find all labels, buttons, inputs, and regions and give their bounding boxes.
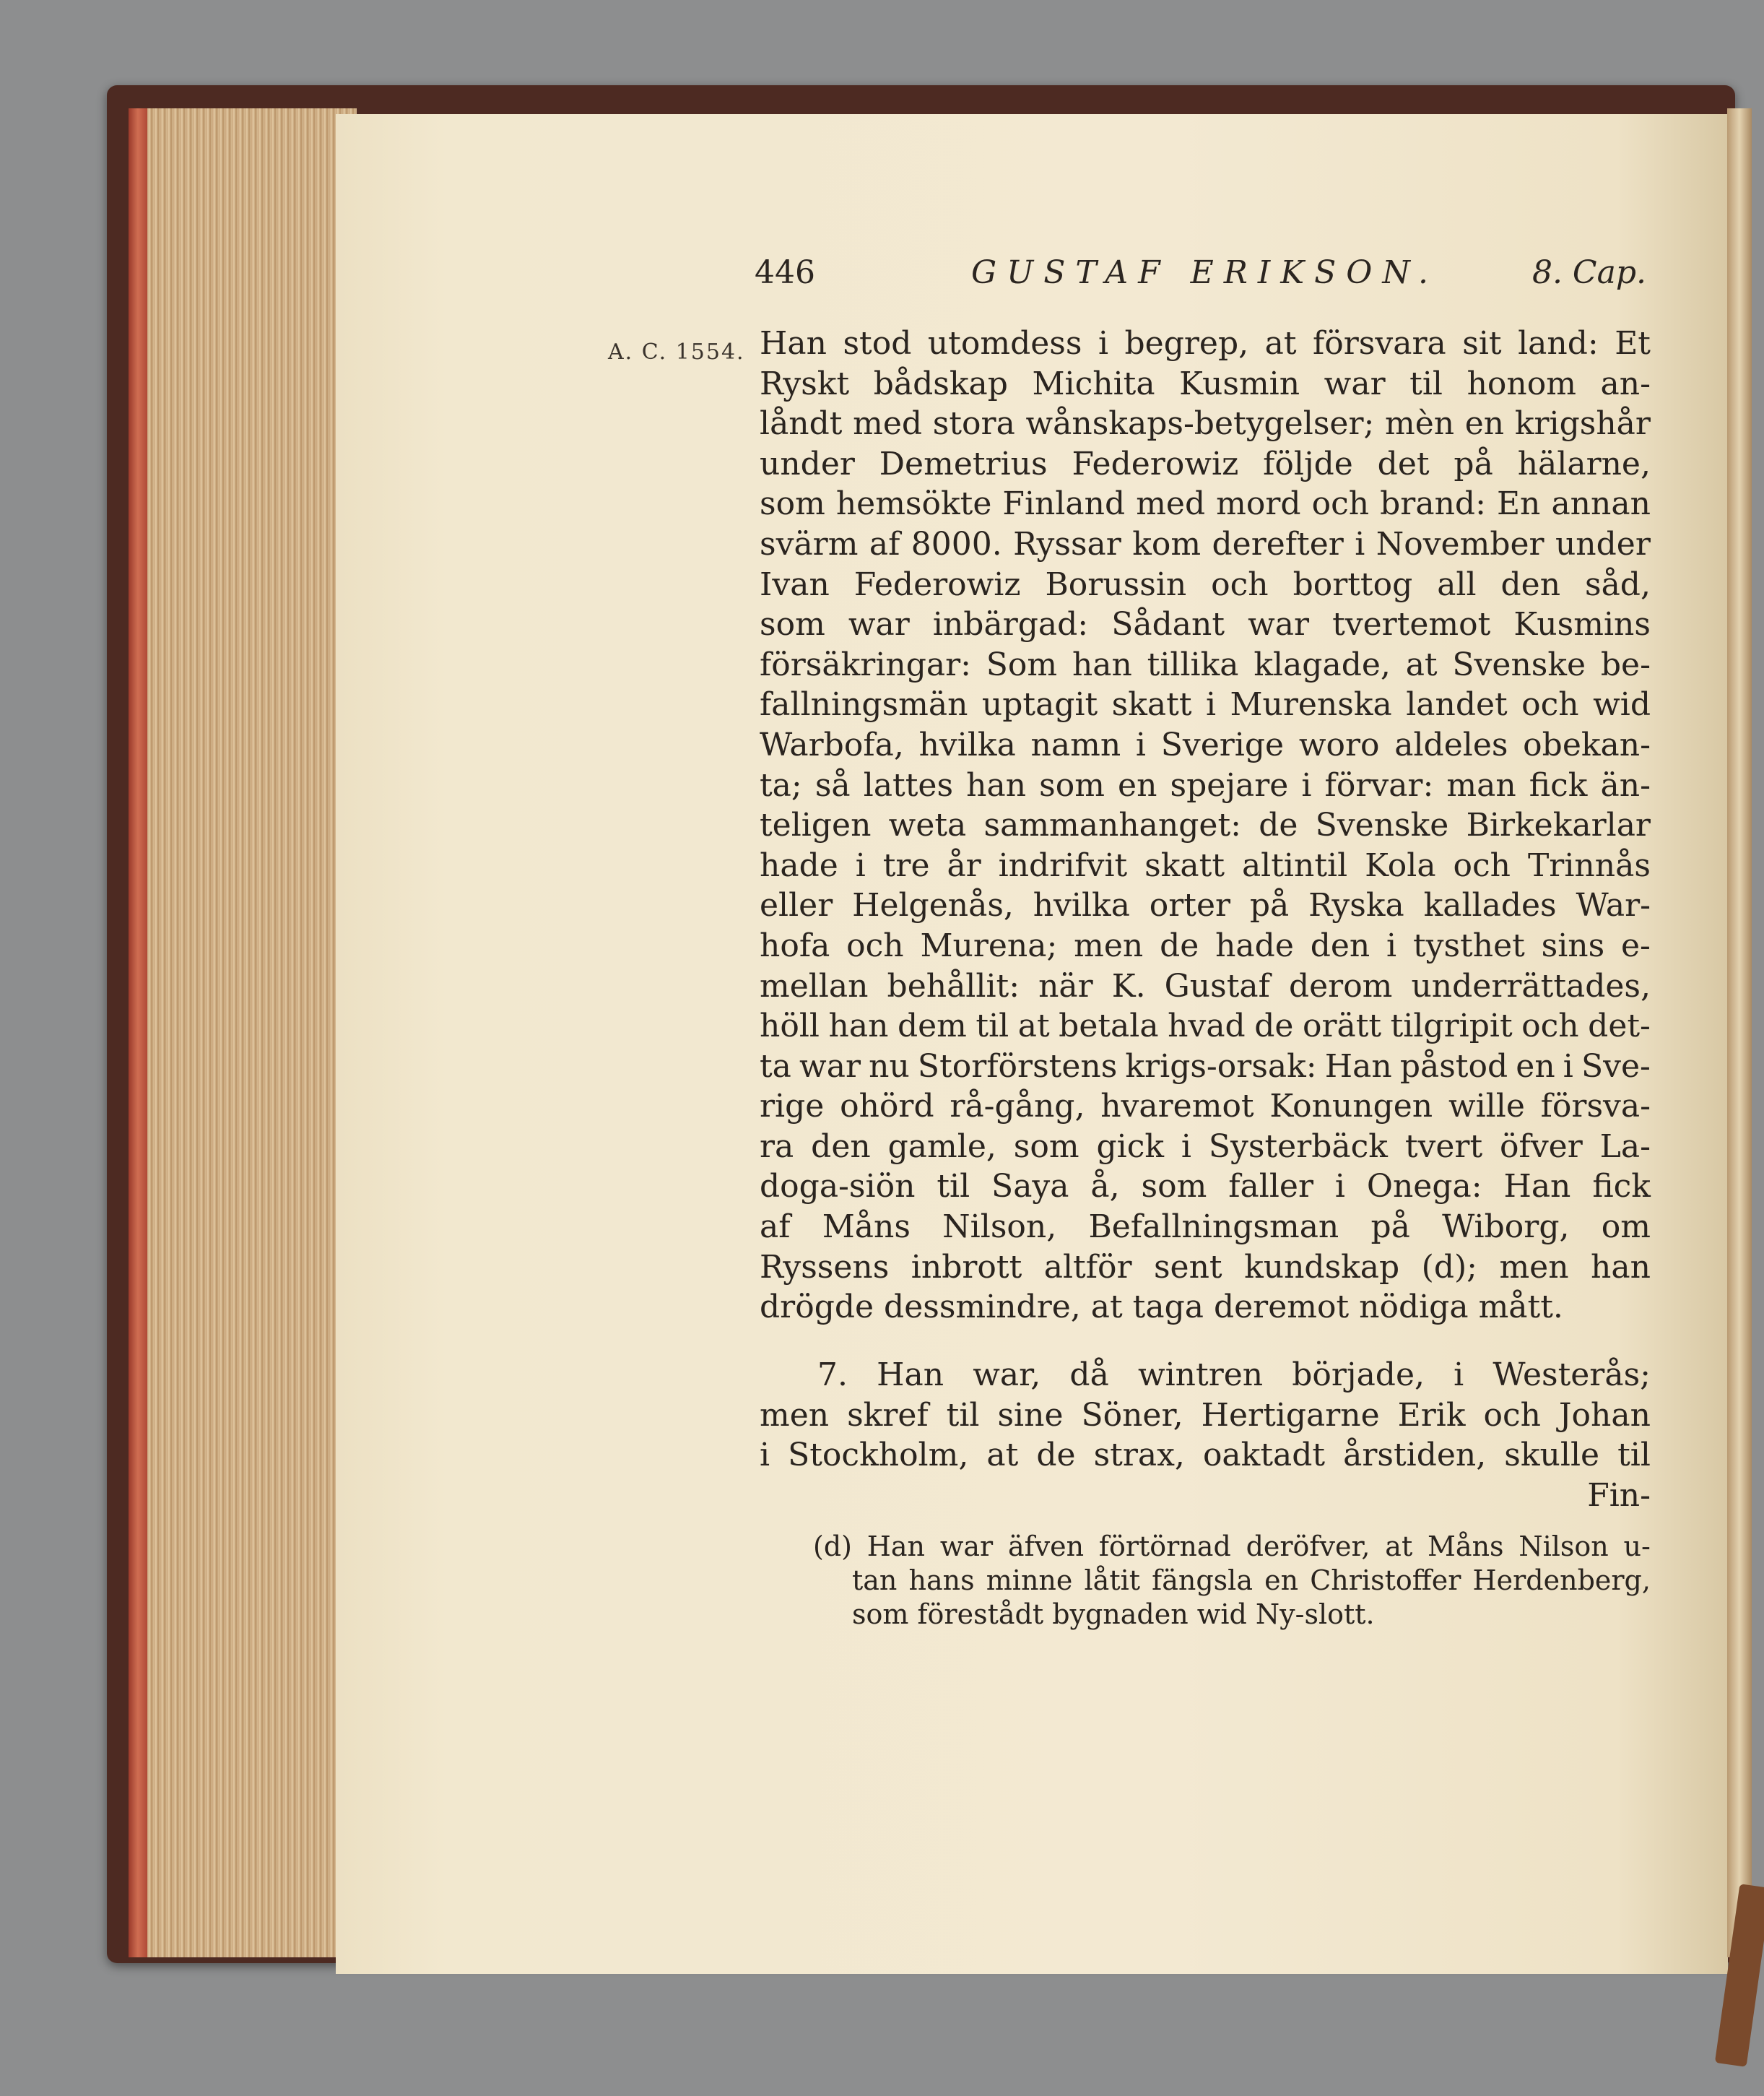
text-line: som hemsökte Finland med mord och brand: En annan (760, 485, 1651, 523)
text-line: höll han dem til at betala hvad de orätt tilgripit och det- (760, 1008, 1651, 1045)
text-line: mellan behållit: när K. Gustaf derom underrättades, (760, 967, 1651, 1005)
footnote (813, 1530, 1651, 1632)
margin-year-note: A. C. 1554. (608, 339, 745, 365)
text-line: försäkringar: Som han tillika klagade, at Svenske be- (760, 646, 1651, 683)
paragraph-1 (760, 324, 1651, 1328)
text-line: Fin- (1587, 1476, 1651, 1514)
text-line: teligen weta sammanhanget: de Svenske Birkekarlar (760, 807, 1651, 844)
page-edges (129, 108, 357, 1957)
running-title: GUSTAF ERIKSON. (971, 254, 1438, 291)
text-line: doga-siön til Saya å, som faller i Onega: Han fick (760, 1168, 1651, 1205)
text-line: men skref til sine Söner, Hertigarne Erik och Johan (760, 1396, 1651, 1434)
text-line: rige ohörd rå-gång, hvaremot Konungen wille försva- (760, 1088, 1651, 1125)
text-line: Ryssens inbrott altför sent kundskap (d); men han (760, 1248, 1651, 1286)
running-head (755, 254, 1646, 298)
text-line: svärm af 8000. Ryssar kom derefter i November under (760, 525, 1651, 563)
text-line: Han stod utomdess i begrep, at försvara sit land: Et (760, 325, 1651, 362)
page-number: 446 (755, 254, 815, 291)
text-line: Ryskt bådskap Michita Kusmin war til honom an- (760, 365, 1651, 402)
text-line: ta war nu Storförstens krigs-orsak: Han påstod en i Sve- (760, 1047, 1651, 1085)
text-line: tan hans minne låtit fängsla en Christoffer Herdenberg, (852, 1564, 1651, 1596)
text-line: i Stockholm, at de strax, oaktadt årstiden, skulle til (760, 1437, 1651, 1474)
text-line: som war inbärgad: Sådant war tvertemot Kusmins (760, 606, 1651, 644)
text-line: ta; så lattes han som en spejare i förvar: man fick än- (760, 766, 1651, 804)
text-line: drögde dessmindre, at taga deremot nödiga mått. (760, 1289, 1563, 1326)
text-line: låndt med stora wånskaps-betygelser; mèn en krigshår (760, 405, 1651, 443)
text-line: 7. Han war, då wintren började, i Westerås; (817, 1356, 1651, 1393)
paragraph-2 (760, 1355, 1651, 1515)
chapter-label: 8. Cap. (1531, 254, 1646, 291)
facing-page-edge (1727, 108, 1752, 1957)
text-line: hade i tre år indrifvit skatt altintil Kola och Trinnås (760, 846, 1651, 884)
text-line: ra den gamle, som gick i Systerbäck tvert öfver La- (760, 1127, 1651, 1165)
text-line: under Demetrius Federowiz följde det på hälarne, (760, 445, 1651, 482)
text-line: Ivan Federowiz Borussin och borttog all den såd, (760, 566, 1651, 603)
text-line: eller Helgenås, hvilka orter på Ryska kallades War- (760, 887, 1651, 924)
text-line: Warbofa, hvilka namn i Sverige woro aldeles obekan- (760, 726, 1651, 763)
text-line: (d) Han war äfven förtörnad deröfver, at Måns Nilson u- (813, 1530, 1651, 1562)
text-line: som förestådt bygnaden wid Ny-slott. (852, 1598, 1375, 1630)
text-line: fallningsmän uptagit skatt i Murenska landet och wid (760, 686, 1651, 724)
text-line: af Måns Nilson, Befallningsman på Wiborg, om (760, 1208, 1651, 1246)
text-line: hofa och Murena; men de hade den i tysthet sins e- (760, 927, 1651, 964)
